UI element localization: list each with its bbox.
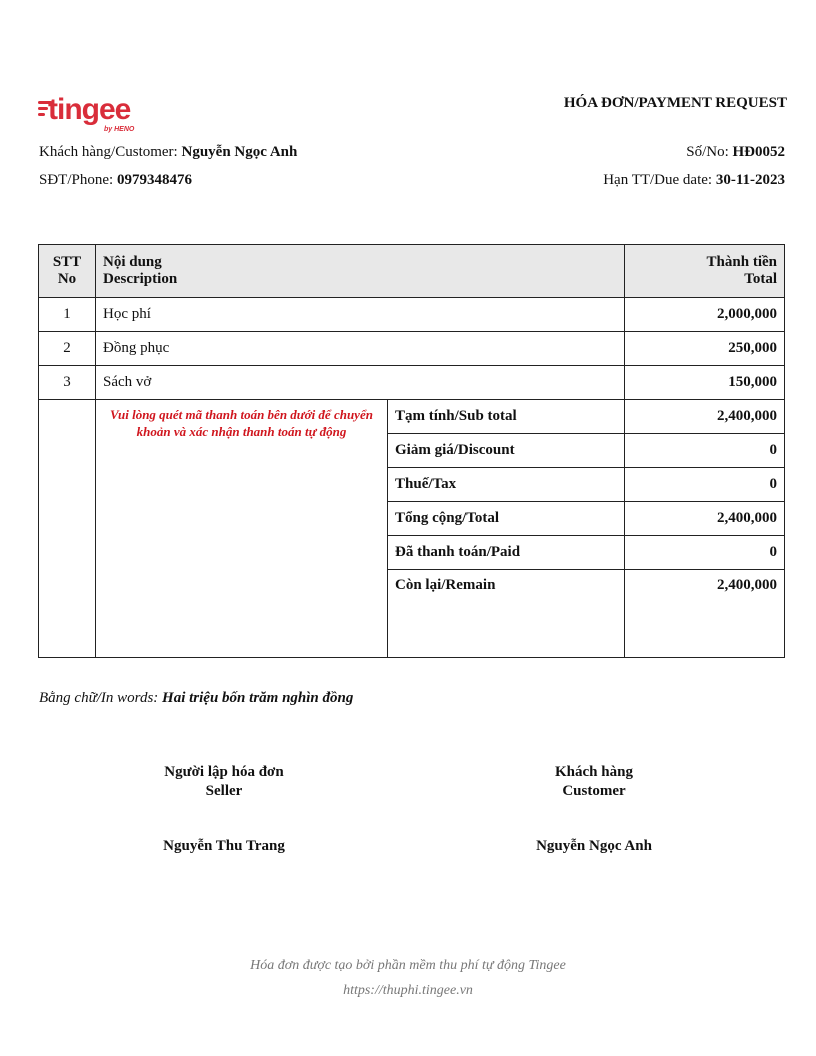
customer-signature-name: Nguyễn Ngọc Anh: [536, 838, 652, 854]
phone-line: [39, 172, 192, 189]
item-total: 2,000,000: [625, 298, 785, 332]
seller-signature-heading: [104, 763, 344, 801]
header-description: [96, 245, 625, 298]
phone-label: SĐT/Phone:: [39, 172, 114, 188]
amount-in-words: [39, 690, 353, 707]
table-row: [39, 332, 785, 366]
subtotal-value: 2,400,000: [625, 400, 785, 434]
invoice-number-line: [686, 144, 785, 161]
item-no: 3: [39, 366, 96, 400]
grand-total-value: 2,400,000: [625, 502, 785, 536]
invoice-number: HĐ0052: [732, 144, 785, 160]
table-row: [39, 298, 785, 332]
seller-title-en: Seller: [205, 783, 243, 799]
blank-no-cell: [39, 400, 96, 658]
words-value: Hai triệu bốn trăm nghìn đồng: [162, 690, 354, 706]
customer-label: Khách hàng/Customer:: [39, 144, 178, 160]
tingee-logo: [38, 94, 138, 140]
header-desc-line1: Nội dung: [103, 254, 162, 270]
table-header-row: [39, 245, 785, 298]
summary-row: [39, 400, 785, 434]
remain-value: 2,400,000: [625, 570, 785, 658]
tax-label: Thuế/Tax: [388, 468, 625, 502]
customer-title-en: Customer: [562, 783, 626, 799]
item-no: 1: [39, 298, 96, 332]
item-description: Đồng phục: [96, 332, 625, 366]
item-total: 250,000: [625, 332, 785, 366]
words-label: Bằng chữ/In words:: [39, 690, 159, 706]
header-total-line1: Thành tiền: [706, 254, 777, 270]
seller-name: Nguyễn Thu Trang: [163, 838, 285, 854]
customer-signature-heading: [474, 763, 714, 801]
seller-title: Người lập hóa đơn: [164, 764, 284, 780]
subtotal-label: Tạm tính/Sub total: [388, 400, 625, 434]
payment-note-cell: [96, 400, 388, 658]
brand-name: tingee: [48, 93, 131, 126]
customer-name: Nguyễn Ngọc Anh: [181, 144, 298, 160]
remain-label: Còn lại/Remain: [388, 570, 625, 658]
invoice-number-label: Số/No:: [686, 144, 729, 160]
header-total-line2: Total: [744, 271, 777, 287]
header-no: [39, 245, 96, 298]
customer-title: Khách hàng: [555, 764, 633, 780]
footer-link[interactable]: https://thuphi.tingee.vn: [343, 983, 473, 998]
due-date: 30-11-2023: [715, 172, 785, 188]
paid-label: Đã thanh toán/Paid: [388, 536, 625, 570]
item-description: Học phí: [96, 298, 625, 332]
brand-sub: by HENO: [104, 126, 135, 133]
due-date-label: Hạn TT/Due date:: [603, 172, 713, 188]
document-title: HÓA ĐƠN/PAYMENT REQUEST: [563, 95, 787, 111]
header-no-line1: STT: [52, 254, 82, 270]
tax-value: 0: [625, 468, 785, 502]
header-total: [625, 245, 785, 298]
header-no-line2: No: [57, 271, 77, 287]
discount-value: 0: [625, 434, 785, 468]
footer-note: Hóa đơn được tạo bởi phần mềm thu phí tự động Tingee: [250, 958, 566, 973]
payment-note: Vui lòng quét mã thanh toán bên dưới để chuyển khoản và xác nhận thanh toán tự động: [110, 407, 373, 439]
discount-label: Giảm giá/Discount: [388, 434, 625, 468]
paid-value: 0: [625, 536, 785, 570]
invoice-table: [38, 244, 785, 658]
due-date-line: [603, 172, 785, 189]
customer-line: [39, 144, 297, 161]
phone-value: 0979348476: [116, 172, 192, 188]
item-description: Sách vở: [96, 366, 625, 400]
item-total: 150,000: [625, 366, 785, 400]
item-no: 2: [39, 332, 96, 366]
grand-total-label: Tổng cộng/Total: [388, 502, 625, 536]
header-desc-line2: Description: [103, 271, 178, 287]
table-row: [39, 366, 785, 400]
